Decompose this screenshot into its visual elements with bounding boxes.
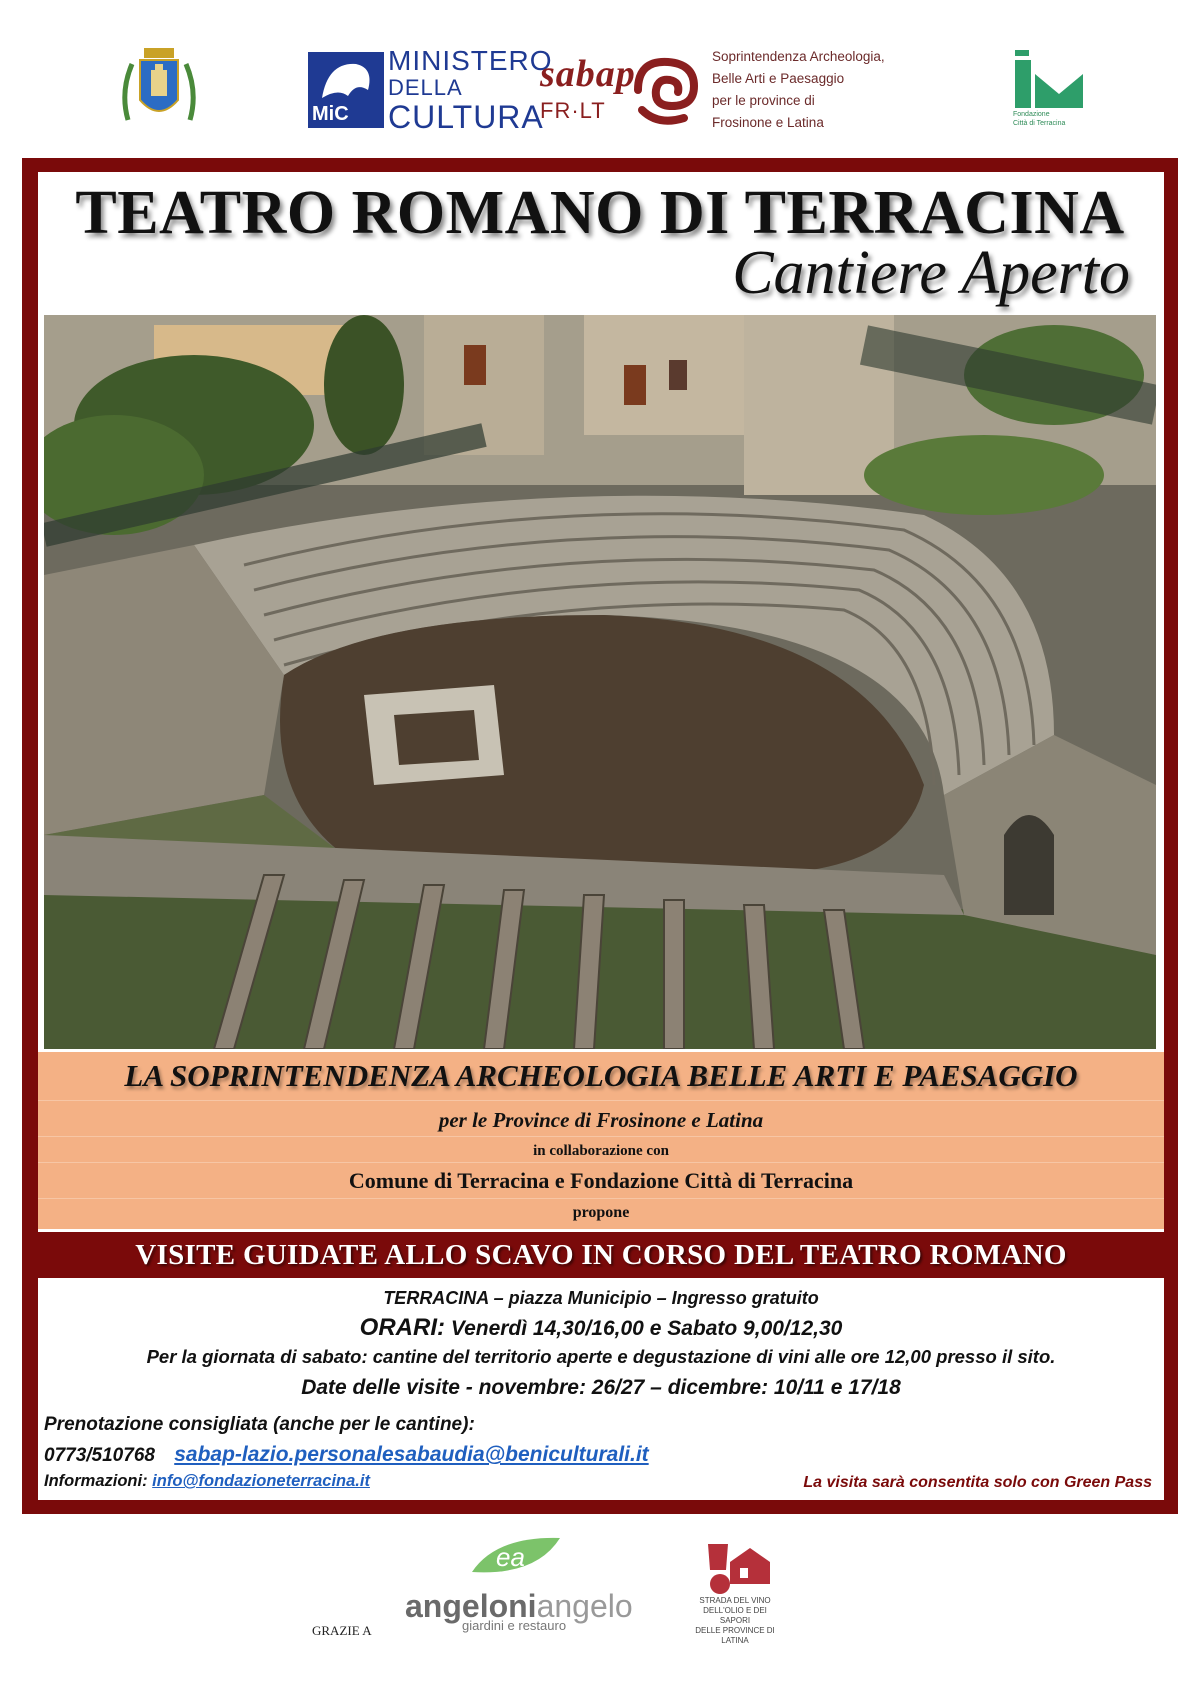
strada-del-vino-text [690,1596,780,1646]
ministero-line-2: DELLA [388,75,463,100]
event-location: TERRACINA – piazza Municipio – Ingresso gratuito [383,1288,819,1308]
theatre-illustration [44,315,1156,1049]
sabap-region: FR·LT [540,98,606,123]
panel-divider [38,1162,1164,1163]
panel-divider [38,1198,1164,1199]
organizer-provinces: per le Province di Frosinone e Latina [438,1108,764,1132]
event-info [38,1282,1164,1498]
sponsor-name-bold: angeloni [405,1588,537,1624]
booking-note: Prenotazione consigliata (anche per le cantine): [44,1414,475,1435]
ministero-cultura-logo [388,46,553,134]
booking-phone: 0773/510768 [44,1445,155,1466]
sabap-description [712,46,885,134]
sabap-desc-line: per le province di [712,93,815,108]
vino-line: DELLE PROVINCE DI LATINA [695,1626,775,1645]
sabap-name: sabap [540,53,636,95]
panel-divider [38,1100,1164,1101]
info-contacts [44,1472,370,1491]
event-banner: VISITE GUIDATE ALLO SCAVO IN CORSO DEL TEATRO ROMANO [38,1232,1164,1278]
strada-del-vino-logo-icon [690,1540,780,1600]
info-email-link[interactable]: info@fondazioneterracina.it [152,1472,370,1490]
logo-bar [0,0,1200,155]
thanks-label: GRAZIE A [312,1623,372,1638]
sabap-desc-line: Soprintendenza Archeologia, [712,49,885,64]
terracina-coat-of-arms-icon [118,42,200,130]
hours-label: ORARI: [359,1314,445,1341]
booking-email-link[interactable]: sabap-lazio.personalesabaudia@beniculturali.it [174,1443,649,1466]
visit-dates: Date delle visite - novembre: 26/27 – dicembre: 10/11 e 17/18 [301,1376,901,1399]
mic-abbr: MiC [312,103,349,125]
info-label: Informazioni: [44,1472,148,1490]
sabap-desc-line: Frosinone e Latina [712,115,824,130]
vino-line: DELL'OLIO E DEI SAPORI [703,1606,767,1625]
sabap-knot-icon [628,50,708,130]
angeloni-leaf-icon [466,1532,566,1588]
sabap-desc-line: Belle Arti e Paesaggio [712,71,845,86]
angeloni-leaf-text: ea [496,1542,525,1572]
event-hours [38,1314,1164,1342]
sponsor-name-light: angelo [536,1588,633,1624]
page-title: TEATRO ROMANO DI TERRACINA [75,179,1125,247]
booking-contacts [44,1443,649,1467]
fondazione-line: Fondazione [1013,111,1050,118]
organizer-name: LA SOPRINTENDENZA ARCHEOLOGIA BELLE ARTI E PAESAGGIO [124,1058,1078,1093]
propone-label: propone [572,1204,630,1221]
hours-value: Venerdì 14,30/16,00 e Sabato 9,00/12,30 [450,1317,843,1340]
ministero-line-3: CULTURA [388,99,544,135]
green-pass-note: La visita sarà consentita solo con Green Pass [803,1474,1152,1491]
collaboration-label: in collaborazione con [533,1143,669,1159]
fondazione-label [1013,110,1065,128]
partners: Comune di Terracina e Fondazione Città di Terracina [348,1168,854,1193]
theatre-photo [44,315,1156,1049]
sabap-logo [540,52,636,124]
mic-logo [308,52,384,128]
fondazione-line: Città di Terracina [1013,120,1066,127]
page-subtitle: Cantiere Aperto [732,239,1130,307]
saturday-note: Per la giornata di sabato: cantine del territorio aperte e degustazione di vini alle ore 12,00 presso il sito. [146,1346,1056,1367]
ministero-line-1: MINISTERO [388,45,553,76]
vino-line: STRADA DEL VINO [699,1596,771,1605]
panel-divider [38,1136,1164,1137]
sponsor-subtitle: giardini e restauro [462,1618,567,1633]
